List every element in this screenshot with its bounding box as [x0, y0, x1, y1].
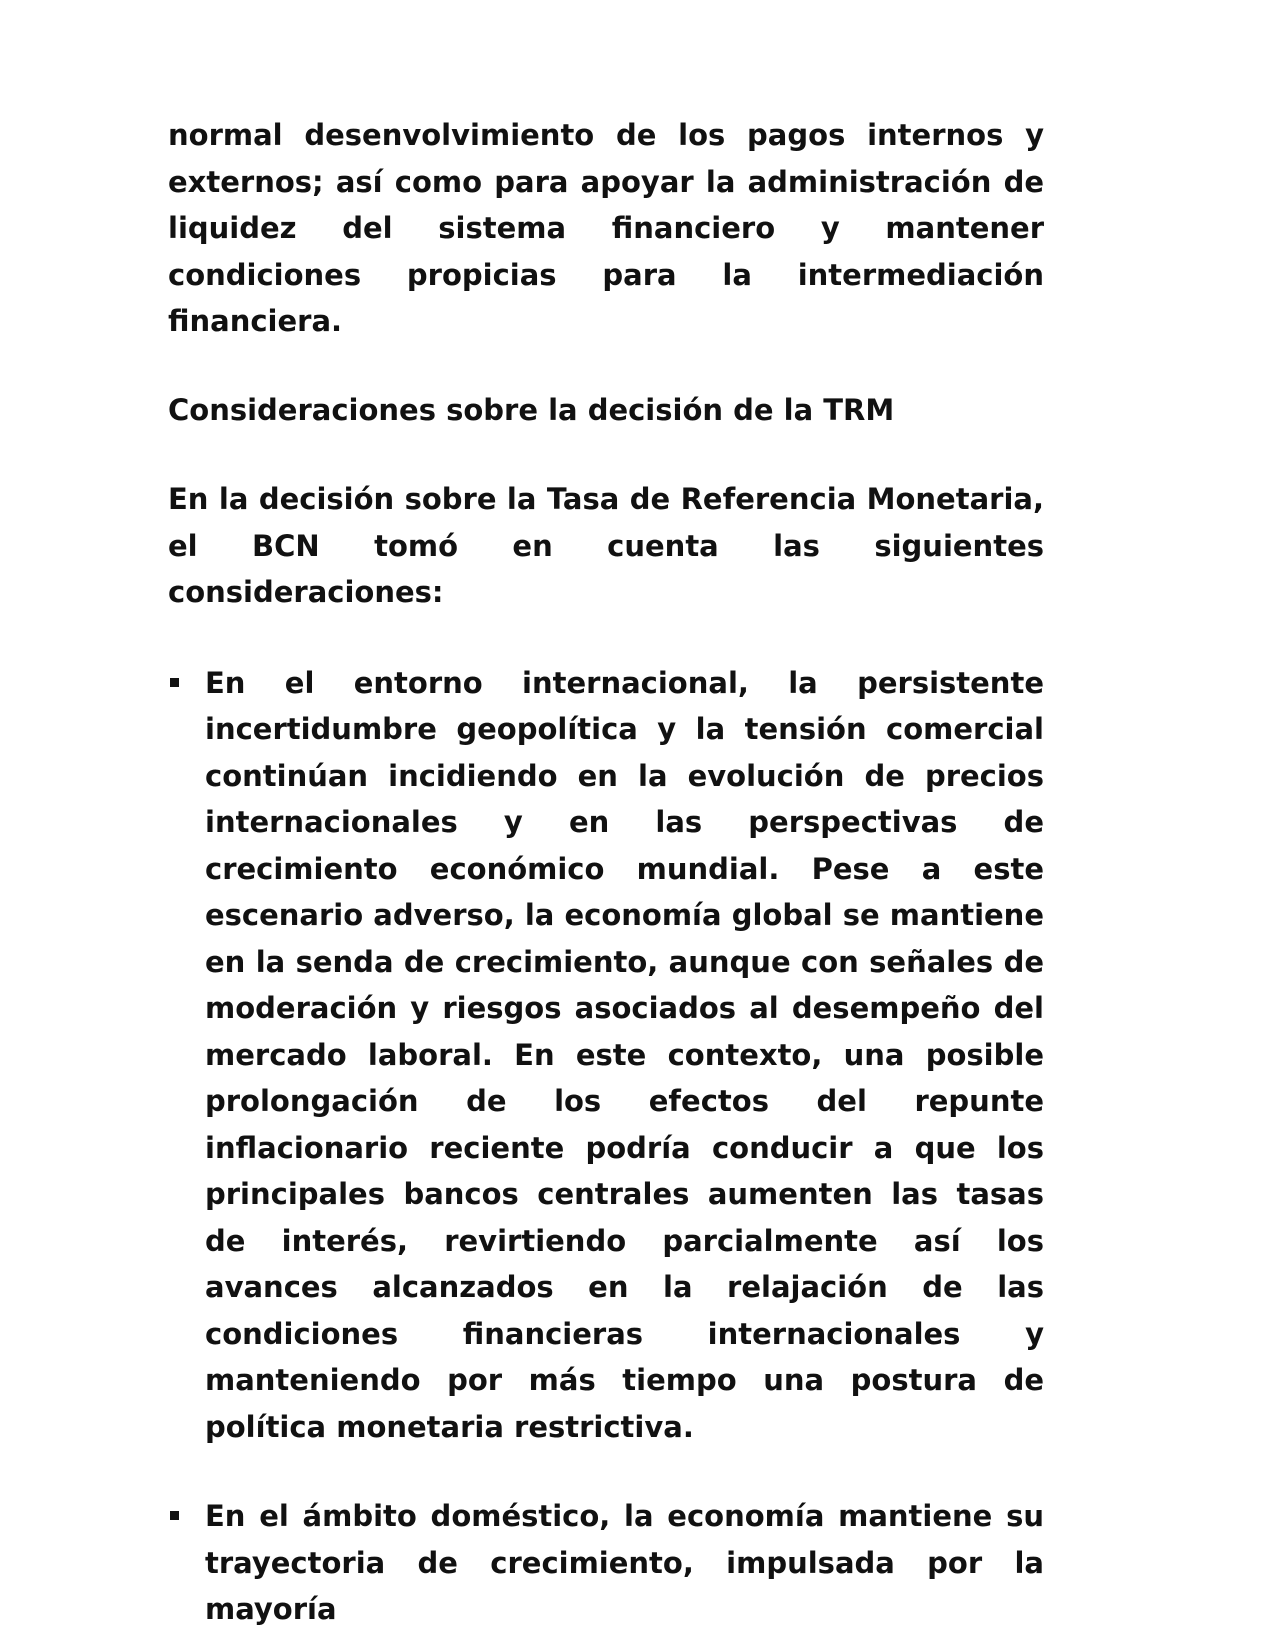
square-bullet-icon	[170, 1511, 179, 1520]
considerations-list	[168, 660, 1044, 1633]
square-bullet-icon	[170, 678, 179, 687]
document-page	[168, 112, 1044, 1633]
intro-paragraph: normal desenvolvimiento de los pagos internos y externos; así como para apoyar la administración de liquidez del sistema financiero y mantener condiciones propicias para la intermediación financiera.	[168, 118, 1044, 338]
section-heading: Consideraciones sobre la decisión de la TRM	[168, 392, 895, 427]
list-item	[168, 1493, 1044, 1633]
list-item-text: En el ámbito doméstico, la economía mantiene su trayectoria de crecimiento, impulsada por la mayoría	[205, 1499, 1044, 1626]
list-item-text: En el entorno internacional, la persistente incertidumbre geopolítica y la tensión comercial continúan incidiendo en la evolución de precios internacionales y en las perspectivas de crecimiento económico mundial. Pese a este escenario adverso, la economía global se mantiene en la senda de crecimiento, aunque con señales de moderación y riesgos asociados al desempeño del mercado laboral. En este contexto, una posible prolongación de los efectos del repunte inflacionario reciente podría conducir a que los principales bancos centrales aumenten las tasas de interés, revirtiendo parcialmente así los avances alcanzados en la relajación de las condiciones financieras internacionales y manteniendo por más tiempo una postura de política monetaria restrictiva.	[205, 665, 1044, 1444]
lead-paragraph: En la decisión sobre la Tasa de Referencia Monetaria, el BCN tomó en cuenta las siguientes consideraciones:	[168, 482, 1044, 609]
list-item	[168, 660, 1044, 1451]
